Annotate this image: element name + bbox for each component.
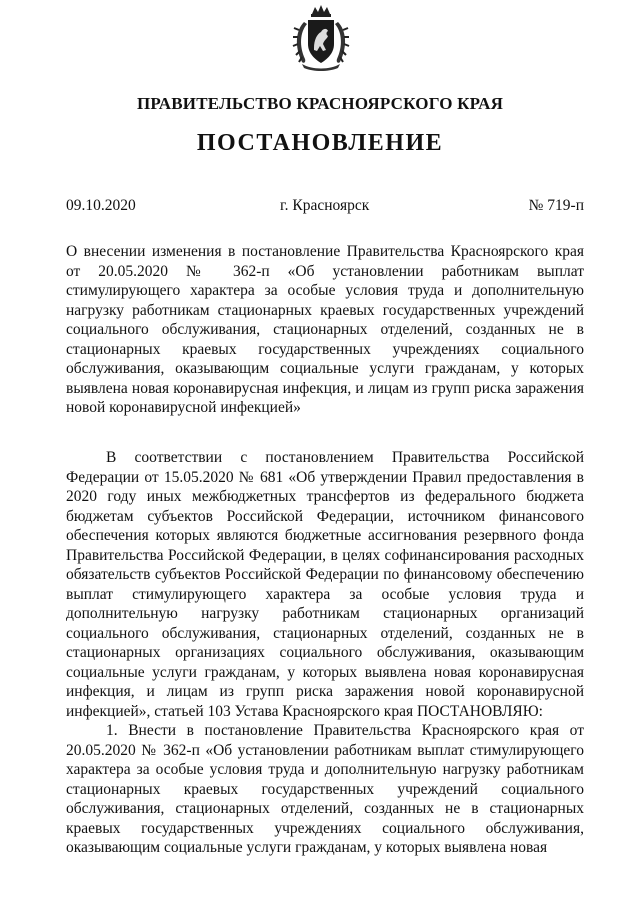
body-paragraph-preamble: В соответствии с постановлением Правительства Российской Федерации от 15.05.2020 № 681 «Об утверждении Правил предоставления в 2020 году иных межбюджетных трансфертов из федерального бюджета бюджетам субъектов Российской Федерации, источником финансового обеспечения которых являются бюджетные ассигнования резервного фонда Правительства Российской Федерации, в целях софинансирования расходных обязательств субъектов Российской Федерации по финансовому обеспечению выплат стимулирующего характера за особые условия труда и дополнительную нагрузку работникам стационарных организаций социального обслуживания, стационарных отделений, созданных не в стационарных организациях социального обслуживания, оказывающим социальные услуги гражданам, у которых выявлена новая коронавирусная инфекция, и лицам из групп риска заражения новой коронавирусной инфекцией», статьей 103 Устава Красноярского края ПОСТАНОВЛЯЮ: <box>66 449 584 720</box>
document-date: 09.10.2020 <box>66 197 136 214</box>
document-body <box>66 448 584 858</box>
document-subject: О внесении изменения в постановление Правительства Красноярского края от 20.05.2020 № 362-п «Об установлении работникам выплат стимулирующего характера за особые условия труда и дополнительную нагрузку работникам стационарных краевых государственных учреждений социального обслуживания, стационарных отделений, созданных не в стационарных краевых государственных учреждениях социального обслуживания, оказывающим социальные услуги гражданам, у которых выявлена новая коронавирусная инфекция, и лицам из групп риска заражения новой коронавирусной инфекцией» <box>66 243 584 416</box>
document-type-title: ПОСТАНОВЛЕНИЕ <box>196 130 444 156</box>
document-meta-row <box>66 197 584 219</box>
coat-of-arms-icon <box>290 4 352 72</box>
government-title: ПРАВИТЕЛЬСТВО КРАСНОЯРСКОГО КРАЯ <box>136 94 504 113</box>
document-city: г. Красноярск <box>280 197 370 214</box>
body-paragraph-item-1: 1. Внести в постановление Правительства Красноярского края от 20.05.2020 № 362-п «Об установлении работникам выплат стимулирующего характера за особые условия труда и дополнительную нагрузку работникам стационарных краевых государственных учреждений социального обслуживания, стационарных отделений, созданных не в стационарных краевых государственных учреждениях социального обслуживания, оказывающим социальные услуги гражданам, у которых выявлена новая <box>66 722 584 856</box>
document-number: № 719-п <box>528 197 584 214</box>
